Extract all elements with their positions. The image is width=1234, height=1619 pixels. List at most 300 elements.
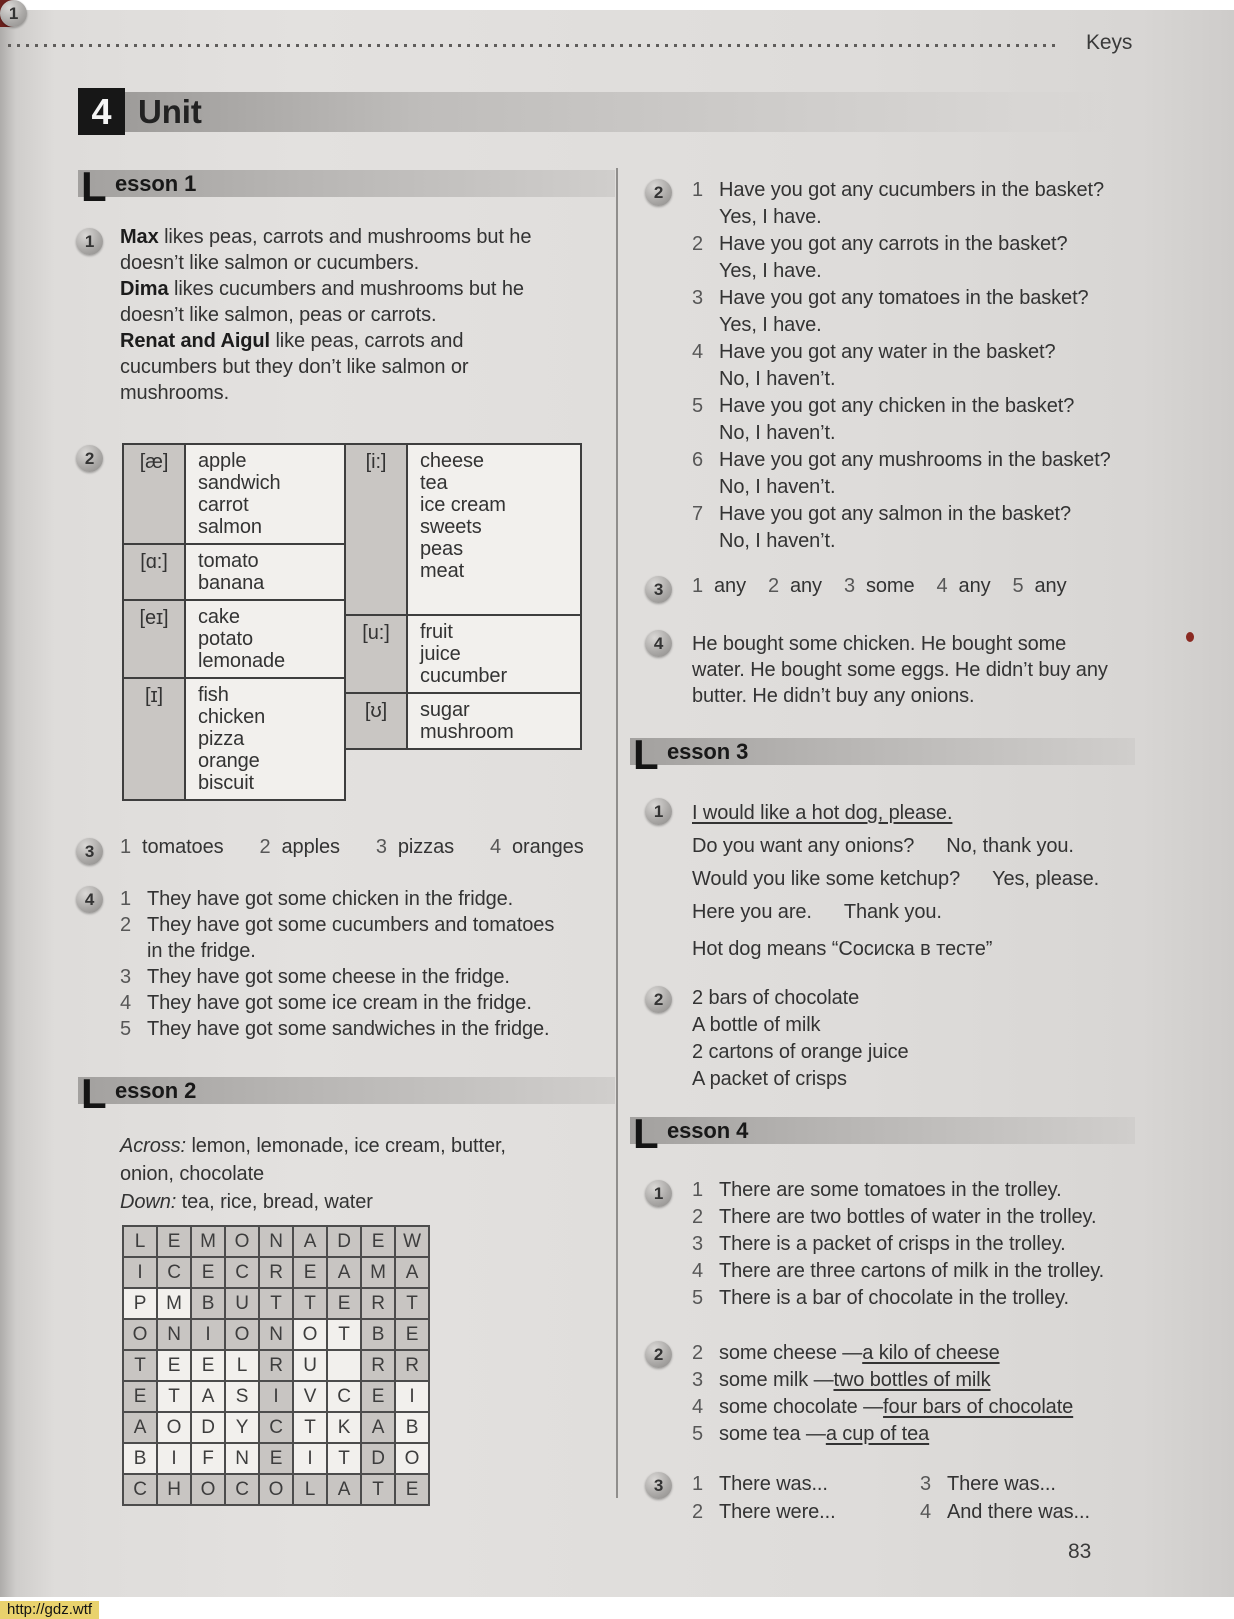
item-number: 1 — [692, 1179, 704, 1201]
there-was-column-2 — [920, 1470, 1090, 1526]
phonetic-row — [123, 600, 345, 678]
word: banana — [198, 572, 265, 594]
text: doesn’t like salmon, peas or carrots. — [120, 304, 437, 326]
question-text: Have you got any mushrooms in the basket? — [719, 449, 1111, 471]
text-line — [120, 1188, 506, 1216]
word: sweets — [420, 516, 482, 538]
phonetic-row — [345, 444, 581, 615]
there-was-column-1 — [692, 1470, 836, 1526]
text-line: There are two bottles of water in the trolley. — [719, 1206, 1097, 1228]
item-number: 4 — [692, 341, 704, 363]
underlined-line — [692, 797, 1099, 830]
exercise-number-badge: 1 — [0, 0, 27, 27]
lesson-1-title: esson 1 — [115, 171, 197, 196]
grid-cell: E — [191, 1257, 225, 1288]
grid-cell: E — [259, 1443, 293, 1474]
unit-number-box: 4 — [78, 88, 125, 135]
item-text — [719, 1231, 1066, 1258]
inline-answer — [120, 836, 224, 858]
grid-cell: K — [327, 1412, 361, 1443]
grid-cell: T — [395, 1288, 429, 1319]
item-text — [147, 964, 510, 990]
text-line — [120, 1132, 506, 1160]
grid-cell: T — [157, 1381, 191, 1412]
list-item — [120, 990, 620, 1016]
grid-cell: C — [225, 1257, 259, 1288]
lesson-1-initial: L — [81, 163, 107, 210]
inline-answer — [376, 836, 454, 858]
words-cell — [407, 615, 581, 693]
grid-cell: C — [225, 1474, 259, 1505]
words-cell — [185, 444, 345, 544]
grid-cell: T — [259, 1288, 293, 1319]
dialogue-right: No, thank you. — [946, 835, 1074, 857]
question-text: Have you got any salmon in the basket? — [719, 503, 1071, 525]
item-number: 1 — [692, 1473, 704, 1495]
letter-grid — [122, 1225, 430, 1506]
exercise-number-badge: 1 — [645, 798, 672, 825]
grid-cell: R — [361, 1288, 395, 1319]
word: carrot — [198, 494, 249, 516]
text-line: They have got some cucumbers and tomatoes — [147, 914, 555, 936]
exercise-number-badge: 1 — [76, 228, 103, 255]
question-row — [692, 339, 1152, 366]
words-cell — [407, 444, 581, 615]
phonetic-row — [345, 693, 581, 749]
grid-cell: A — [327, 1474, 361, 1505]
grid-cell: U — [225, 1288, 259, 1319]
lesson1-ex3-answers — [120, 836, 620, 859]
word: tea — [420, 472, 448, 494]
grid-cell — [327, 1350, 361, 1381]
lesson-2-heading — [78, 1070, 615, 1117]
text: like peas, carrots and — [270, 330, 464, 352]
text-line: They have got some cheese in the fridge. — [147, 966, 510, 988]
grid-cell: F — [191, 1443, 225, 1474]
word: biscuit — [198, 772, 254, 794]
basket-questions-answers — [692, 177, 1152, 555]
keys-label: Keys — [1086, 31, 1133, 54]
grid-cell: H — [157, 1474, 191, 1505]
grid-cell: R — [395, 1350, 429, 1381]
lesson-2-title: esson 2 — [115, 1078, 197, 1103]
grid-row — [123, 1412, 429, 1443]
text-line — [120, 224, 531, 250]
dialogue-left: Here you are. — [692, 901, 812, 923]
item-number: 1 — [120, 888, 132, 910]
dialogue-left: Would you like some ketchup? — [692, 868, 961, 890]
word: lemonade — [198, 650, 286, 672]
phonetic-row — [345, 615, 581, 693]
item-number: 2 — [692, 1206, 704, 1228]
answer-text: No, I haven’t. — [719, 530, 836, 552]
dialogue-right: Yes, please. — [992, 868, 1100, 890]
underlined-answer: four bars of chocolate — [883, 1396, 1074, 1418]
answer-word: oranges — [512, 836, 584, 858]
answer-row — [692, 474, 1152, 501]
grid-cell: E — [395, 1319, 429, 1350]
grid-cell: B — [395, 1412, 429, 1443]
answer-row — [692, 258, 1152, 285]
item-text: some tea — — [719, 1423, 826, 1445]
item-text — [947, 1498, 1090, 1526]
item-number — [692, 528, 719, 555]
containers-answers — [692, 1340, 1073, 1448]
answer-word: any — [1034, 575, 1067, 597]
text-line — [120, 354, 531, 380]
grid-cell: D — [191, 1412, 225, 1443]
grid-row — [123, 1381, 429, 1412]
grid-cell: C — [157, 1257, 191, 1288]
grid-cell: O — [225, 1319, 259, 1350]
item-text — [719, 1498, 836, 1526]
item-number: 2 — [692, 1342, 704, 1364]
grid-cell: E — [293, 1257, 327, 1288]
question-row — [692, 177, 1152, 204]
item-number: 7 — [692, 503, 704, 525]
lesson-3-title: esson 3 — [667, 739, 749, 764]
lesson-1-heading — [78, 163, 615, 210]
inline-answer — [937, 575, 991, 597]
grid-cell: M — [361, 1257, 395, 1288]
item-number — [692, 312, 719, 339]
phonetic-table-left — [122, 443, 346, 801]
list-item — [120, 1016, 620, 1042]
grid-row — [123, 1319, 429, 1350]
word: chicken — [198, 706, 266, 728]
unit-title: Unit — [138, 93, 202, 130]
inline-answer — [768, 575, 822, 597]
hot-dog-dialogue — [692, 797, 1099, 966]
grid-cell: R — [259, 1257, 293, 1288]
sound-cell: [ɪ] — [123, 678, 185, 800]
item-number — [692, 366, 719, 393]
grid-cell: O — [395, 1443, 429, 1474]
dialogue-line — [692, 830, 1099, 863]
grid-cell: R — [259, 1350, 293, 1381]
grid-cell: E — [191, 1350, 225, 1381]
text-line: There are three cartons of milk in the trolley. — [719, 1260, 1105, 1282]
text: mushrooms. — [120, 382, 230, 404]
lesson-4-title: esson 4 — [667, 1118, 749, 1143]
words-cell — [407, 693, 581, 749]
grid-cell: T — [327, 1443, 361, 1474]
question-text: Have you got any tomatoes in the basket? — [719, 287, 1089, 309]
item-text: some milk — — [719, 1369, 834, 1391]
item-number: 3 — [920, 1473, 932, 1495]
grid-cell: D — [361, 1443, 395, 1474]
text: cucumbers but they don’t like salmon or — [120, 356, 469, 378]
item-number: 4 — [920, 1501, 932, 1523]
dotted-separator — [8, 44, 1060, 47]
grid-cell: B — [191, 1288, 225, 1319]
sound-cell: [i:] — [345, 444, 407, 615]
list-item — [692, 1258, 1104, 1285]
grid-cell: N — [259, 1226, 293, 1257]
he-bought-paragraph — [692, 631, 1108, 709]
text-line: There were... — [719, 1501, 836, 1523]
text-line: They have got some chicken in the fridge. — [147, 888, 514, 910]
item-number: 5 — [120, 1018, 132, 1040]
answer-row — [692, 366, 1152, 393]
inline-answer — [692, 575, 746, 597]
answer-word: any — [958, 575, 991, 597]
exercise-number-badge: 3 — [645, 1472, 672, 1499]
word: tomato — [198, 550, 259, 572]
list-item — [692, 1340, 1073, 1367]
item-number: 2 — [259, 836, 271, 858]
grid-cell: B — [123, 1443, 157, 1474]
question-text: Have you got any cucumbers in the basket? — [719, 179, 1105, 201]
item-text: some cheese — — [719, 1342, 863, 1364]
answer-text: No, I haven’t. — [719, 368, 836, 390]
exercise-number-badge: 4 — [645, 630, 672, 657]
text-line: There was... — [947, 1473, 1056, 1495]
question-text: Have you got any water in the basket? — [719, 341, 1056, 363]
question-text: Have you got any carrots in the basket? — [719, 233, 1068, 255]
italic-label: Across: — [120, 1135, 186, 1157]
item-number: 4 — [692, 1396, 704, 1418]
phonetic-table — [344, 443, 582, 750]
inline-answer — [1013, 575, 1067, 597]
exercise-number-badge: 2 — [645, 179, 672, 206]
list-item — [920, 1498, 1090, 1526]
grid-cell: T — [361, 1474, 395, 1505]
list-item — [692, 1177, 1104, 1204]
question-row — [692, 285, 1152, 312]
lesson-4-initial: L — [633, 1110, 659, 1157]
grid-row — [123, 1226, 429, 1257]
word: cucumber — [420, 665, 508, 687]
grid-cell: U — [293, 1350, 327, 1381]
item-text — [719, 1177, 1062, 1204]
item-number: 5 — [1012, 575, 1024, 597]
phonetic-row — [123, 444, 345, 544]
item-number: 3 — [120, 966, 132, 988]
sound-cell: [u:] — [345, 615, 407, 693]
answer-text: Yes, I have. — [719, 206, 822, 228]
phonetic-table — [122, 443, 346, 801]
question-row — [692, 447, 1152, 474]
list-item — [692, 1498, 836, 1526]
word: cheese — [420, 450, 484, 472]
answer-word: any — [790, 575, 822, 597]
lesson-3-initial: L — [633, 731, 659, 778]
question-row — [692, 393, 1152, 420]
text-line — [120, 1160, 506, 1188]
grid-cell: O — [157, 1412, 191, 1443]
answer-row — [692, 420, 1152, 447]
text-line: There was... — [719, 1473, 828, 1495]
sound-cell: [eɪ] — [123, 600, 185, 678]
item-number: 6 — [692, 449, 704, 471]
grid-cell: N — [225, 1443, 259, 1474]
word: ice cream — [420, 494, 506, 516]
lesson-2-initial: L — [81, 1070, 107, 1117]
text-line — [120, 328, 531, 354]
bold-name: Renat and Aigul — [120, 330, 270, 352]
some-any-answers — [692, 575, 1088, 598]
list-item — [692, 1231, 1104, 1258]
grid-cell: I — [123, 1257, 157, 1288]
list-item — [692, 1421, 1073, 1448]
red-ink-dot — [1186, 632, 1194, 642]
answer-text: Yes, I have. — [719, 260, 822, 282]
grid-cell: E — [361, 1226, 395, 1257]
grid-cell: O — [293, 1319, 327, 1350]
answer-word: apples — [281, 836, 340, 858]
lesson1-ex4-answers — [120, 886, 620, 1042]
text-line — [120, 250, 531, 276]
list-item — [120, 886, 620, 912]
grid-cell: O — [191, 1474, 225, 1505]
lesson-4-heading — [630, 1110, 1135, 1157]
item-number: 4 — [490, 836, 502, 858]
question-text: Have you got any chicken in the basket? — [719, 395, 1075, 417]
hot-dog-note: Hot dog means “Сосиска в тесте” — [692, 938, 993, 960]
text-line — [120, 276, 531, 302]
item-number: 2 — [692, 1501, 704, 1523]
exercise-number-badge: 2 — [645, 1341, 672, 1368]
item-number — [692, 204, 719, 231]
grid-cell: T — [327, 1319, 361, 1350]
trolley-sentences — [692, 1177, 1104, 1312]
text-line: There is a packet of crisps in the trolley. — [719, 1233, 1066, 1255]
grid-cell: V — [293, 1381, 327, 1412]
item-text — [147, 990, 532, 1016]
item-text — [947, 1470, 1056, 1498]
word: salmon — [198, 516, 262, 538]
list-item — [692, 1285, 1104, 1312]
answer-row — [692, 312, 1152, 339]
grid-cell: O — [225, 1226, 259, 1257]
grid-cell: M — [157, 1288, 191, 1319]
grid-cell: E — [395, 1474, 429, 1505]
grid-cell: S — [225, 1381, 259, 1412]
words-cell — [185, 600, 345, 678]
item-number: 3 — [692, 1233, 704, 1255]
item-text: some chocolate — — [719, 1396, 884, 1418]
text-line: 2 bars of chocolate — [692, 987, 860, 1009]
question-row — [692, 501, 1152, 528]
item-text — [719, 1470, 828, 1498]
list-item — [692, 1470, 836, 1498]
item-number: 2 — [767, 575, 780, 597]
item-number: 5 — [692, 1287, 704, 1309]
grid-row — [123, 1350, 429, 1381]
italic-label: Down: — [120, 1191, 177, 1213]
dialogue-left: Do you want any onions? — [692, 835, 915, 857]
text-line: They have got some ice cream in the fridge. — [147, 992, 532, 1014]
underlined-answer: two bottles of milk — [833, 1369, 991, 1391]
text-line: There is a bar of chocolate in the trolley. — [719, 1287, 1069, 1309]
text-line: There are some tomatoes in the trolley. — [719, 1179, 1062, 1201]
grid-row — [123, 1474, 429, 1505]
lesson1-ex1-text — [120, 224, 531, 406]
text: likes cucumbers and mushrooms but he — [168, 278, 524, 300]
grid-cell: C — [259, 1412, 293, 1443]
answer-text: No, I haven’t. — [719, 476, 836, 498]
answer-word: some — [866, 575, 915, 597]
item-text — [719, 1204, 1096, 1231]
exercise-number-badge: 3 — [645, 576, 672, 603]
text-line: They have got some sandwiches in the fridge. — [147, 1018, 550, 1040]
words-cell — [185, 678, 345, 800]
text-line: And there was... — [947, 1501, 1090, 1523]
item-number — [692, 258, 719, 285]
grid-cell: L — [123, 1226, 157, 1257]
item-number: 3 — [692, 1369, 704, 1391]
item-number: 3 — [692, 287, 704, 309]
grid-cell: T — [293, 1412, 327, 1443]
list-item — [120, 912, 620, 964]
grid-cell: I — [293, 1443, 327, 1474]
question-row — [692, 231, 1152, 258]
item-text — [147, 912, 554, 964]
bold-name: Dima — [120, 278, 169, 300]
exercise-number-badge: 2 — [645, 986, 672, 1013]
grid-cell: E — [361, 1381, 395, 1412]
word: juice — [420, 643, 461, 665]
underlined-answer: a cup of tea — [825, 1423, 930, 1445]
grid-cell: A — [395, 1257, 429, 1288]
grid-cell: R — [361, 1350, 395, 1381]
grid-cell: I — [191, 1319, 225, 1350]
inline-answer — [844, 575, 915, 597]
grid-cell: N — [259, 1319, 293, 1350]
item-number: 2 — [120, 914, 132, 936]
word-search-grid — [122, 1225, 430, 1506]
grid-cell: Y — [225, 1412, 259, 1443]
grid-cell: P — [123, 1288, 157, 1319]
answer-text: No, I haven’t. — [719, 422, 836, 444]
grid-cell: I — [259, 1381, 293, 1412]
sound-cell: [ʊ] — [345, 693, 407, 749]
text-line: water. He bought some eggs. He didn’t buy any — [692, 659, 1108, 681]
grid-cell: O — [259, 1474, 293, 1505]
grid-cell: E — [157, 1226, 191, 1257]
grid-cell: A — [327, 1257, 361, 1288]
item-number: 3 — [843, 575, 855, 597]
grid-cell: A — [293, 1226, 327, 1257]
word: fruit — [420, 621, 453, 643]
grid-cell: E — [157, 1350, 191, 1381]
text-line — [120, 380, 531, 406]
item-number: 4 — [120, 992, 132, 1014]
grid-cell: B — [361, 1319, 395, 1350]
answer-word: tomatoes — [142, 836, 224, 858]
text: likes peas, carrots and mushrooms but he — [158, 226, 532, 248]
exercise-number-badge: 4 — [76, 886, 103, 913]
bold-name: Max — [120, 226, 159, 248]
item-text — [147, 886, 513, 912]
text-line: A bottle of milk — [692, 1014, 821, 1036]
grid-cell: L — [225, 1350, 259, 1381]
lesson-3-heading — [630, 731, 1135, 778]
grid-cell: C — [123, 1474, 157, 1505]
page-number: 83 — [1068, 1540, 1092, 1563]
dialogue-line — [692, 896, 1099, 929]
text: doesn’t like salmon or cucumbers. — [120, 252, 420, 274]
inline-answer — [490, 836, 584, 858]
words-cell — [185, 544, 345, 600]
grid-cell: W — [395, 1226, 429, 1257]
item-number: 1 — [692, 575, 704, 597]
grid-cell: N — [157, 1319, 191, 1350]
phonetic-row — [123, 544, 345, 600]
item-number — [692, 474, 719, 501]
word: pizza — [198, 728, 245, 750]
